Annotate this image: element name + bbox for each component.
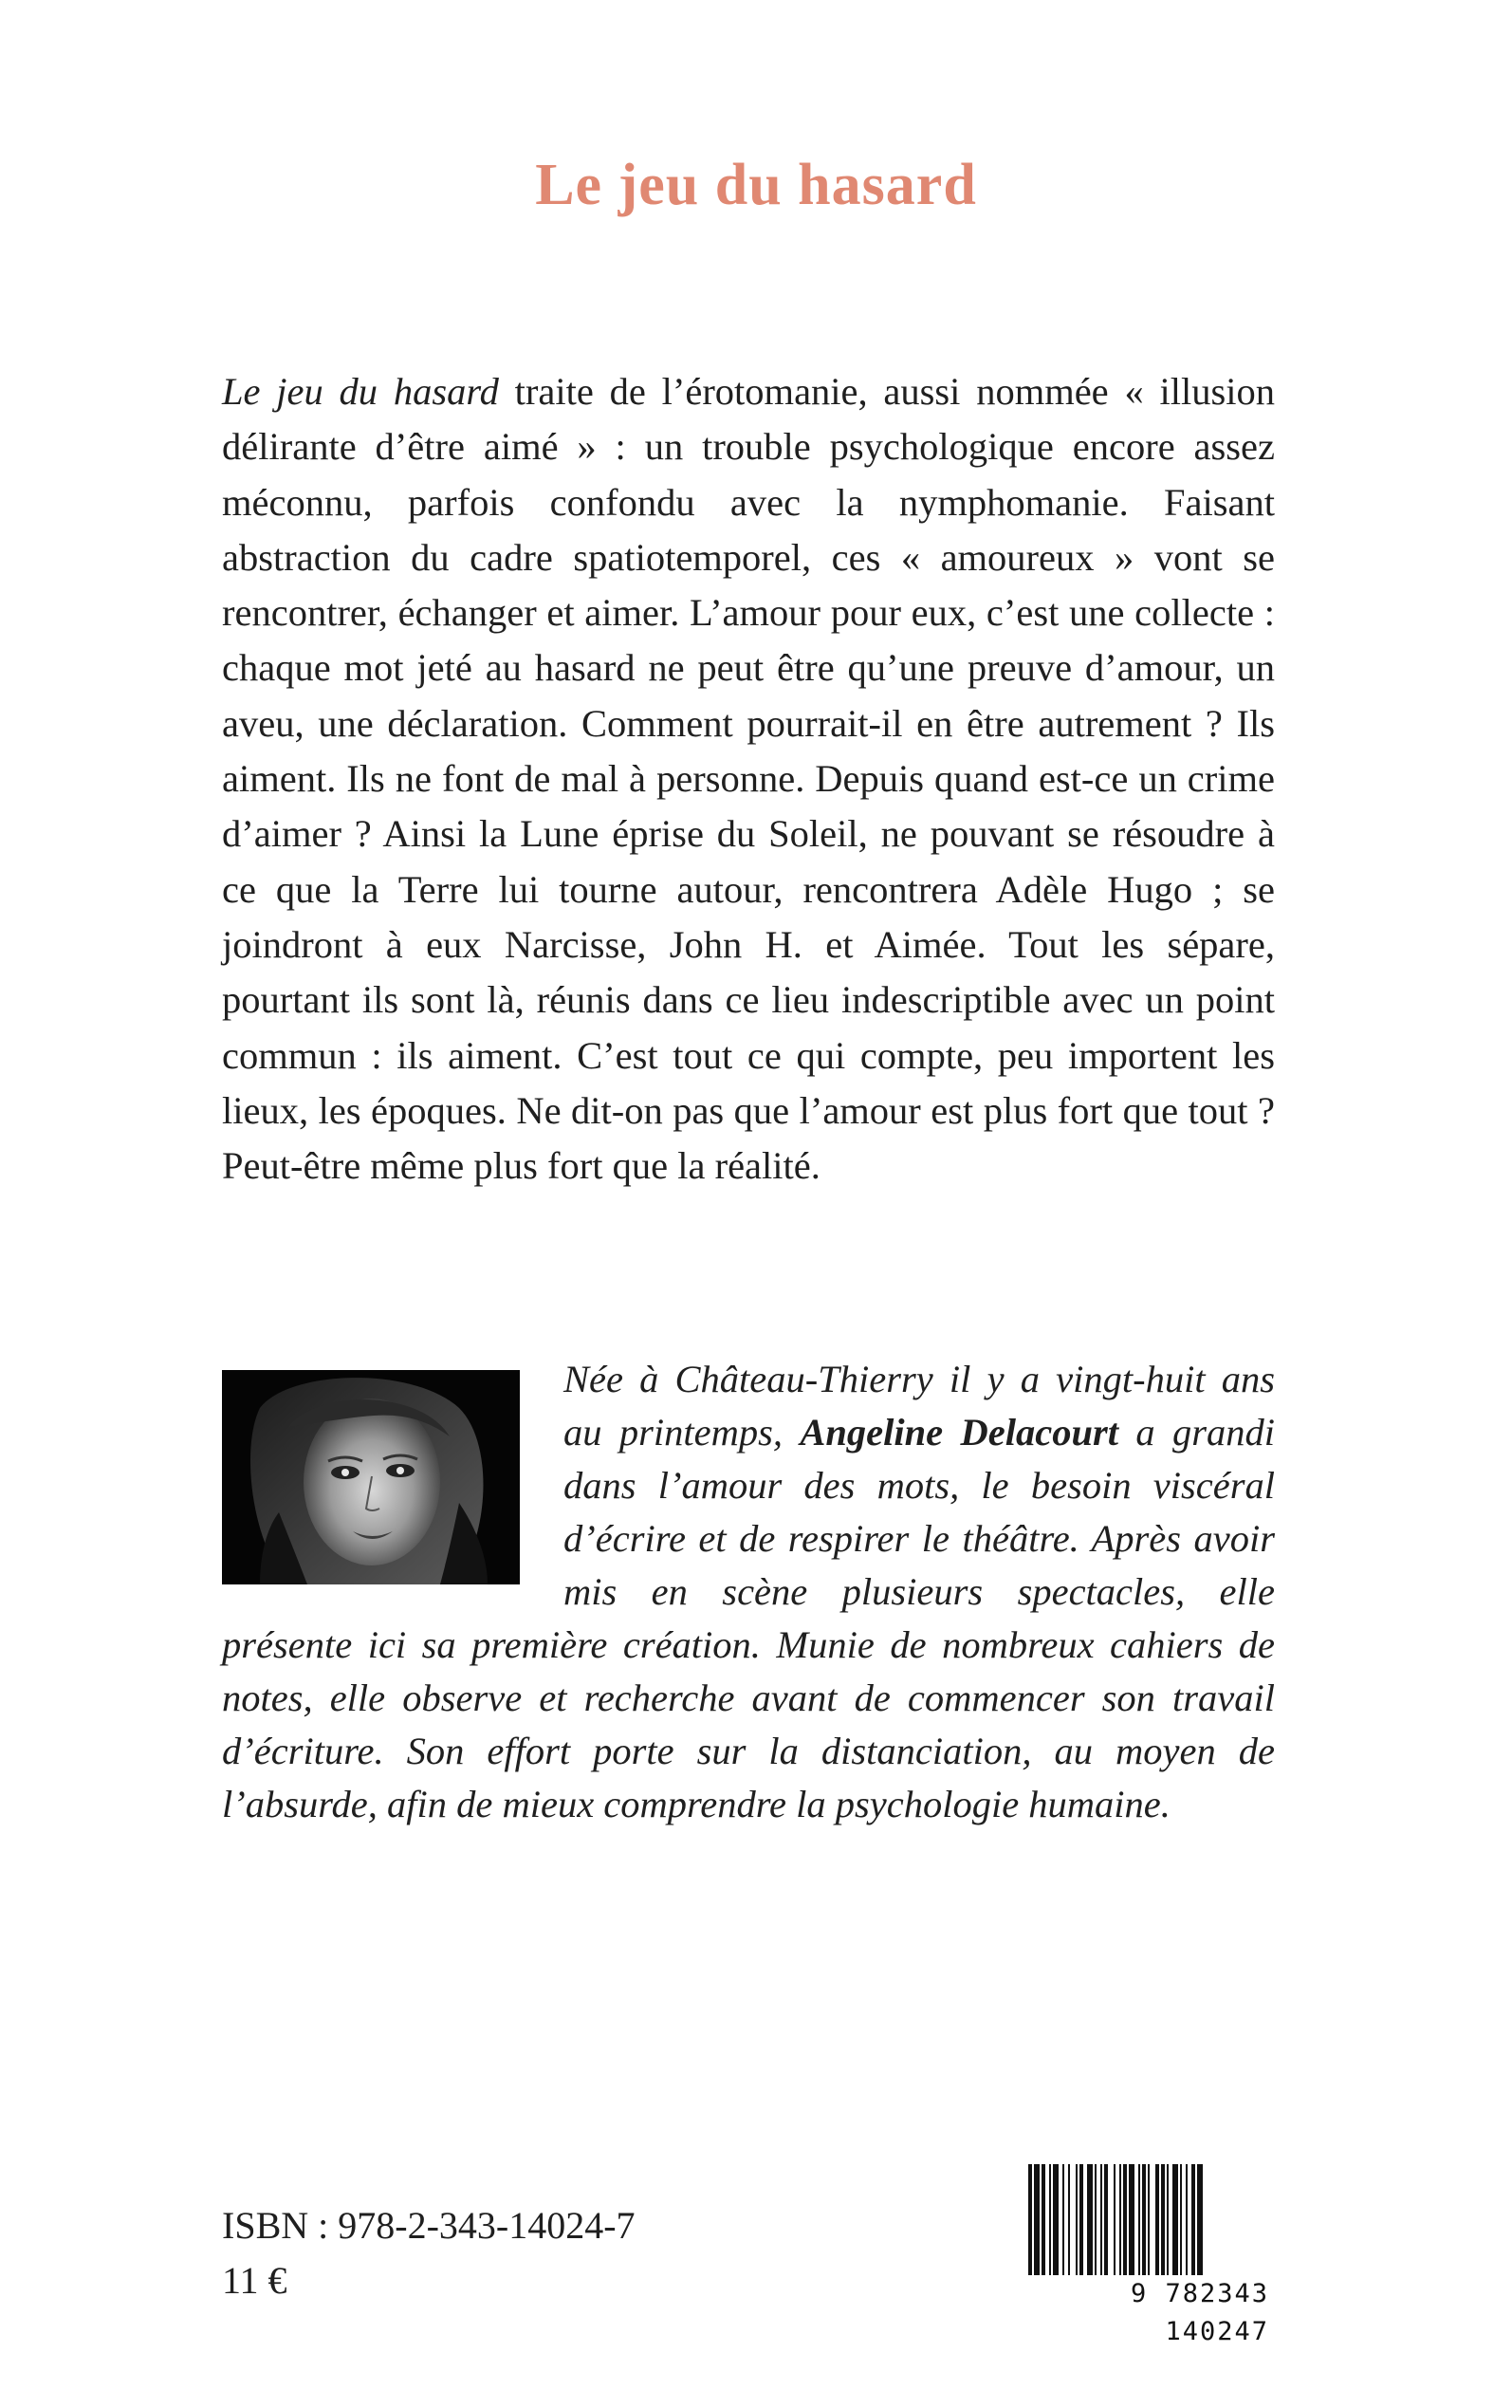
- barcode-bar: [1123, 2164, 1127, 2282]
- author-photo: [222, 1370, 520, 1584]
- synopsis-book-title: Le jeu du hasard: [222, 370, 499, 413]
- barcode-bar: [1191, 2164, 1195, 2282]
- barcode-bar: [1138, 2164, 1140, 2282]
- barcode-digits: 9 782343 140247: [1021, 2275, 1277, 2313]
- barcode-bar: [1172, 2164, 1178, 2282]
- book-title: Le jeu du hasard: [535, 153, 977, 217]
- barcode-bar: [1114, 2164, 1116, 2282]
- barcode-bar: [1087, 2164, 1093, 2282]
- author-bio: [222, 1353, 1275, 1831]
- synopsis-text: traite de l’érotomanie, aussi nommée « illusion délirante d’être aimé » : un trouble psychologique encore assez méconnu, parfois confondu avec la nymphomanie. Faisant abstraction du cadre spatiotemporel, ces « amoureux » vont se rencontrer, échanger et aimer. L’amour pour eux, c’est une collecte : chaque mot jeté au hasard ne peut être qu’une preuve d’amour, un aveu, une déclaration. Comment pourrait-il en être autrement ? Ils aiment. Ils ne font de mal à personne. Depuis quand est-ce un crime d’aimer ? Ainsi la Lune éprise du Soleil, ne pouvant se résoudre à ce que la Terre lui tourne autour, rencontrera Adèle Hugo ; se joindront à eux Narcisse, John H. et Aimée. Tout les sépare, pourtant ils sont là, réunis dans ce lieu indescriptible avec un point commun : ils aiment. C’est tout ce qui compte, peu importent les lieux, les époques. Ne dit-on pas que l’amour est plus fort que tout ? Peut-être même plus fort que la réalité.: [222, 370, 1275, 1188]
- barcode-bar: [1167, 2164, 1169, 2282]
- barcode-bar: [1161, 2164, 1165, 2282]
- barcode-bar: [1142, 2164, 1146, 2282]
- barcode-bar: [1155, 2164, 1159, 2282]
- barcode-bar: [1076, 2164, 1078, 2282]
- barcode-bar: [1148, 2164, 1150, 2282]
- barcode-bar: [1129, 2164, 1134, 2282]
- barcode-bar: [1186, 2164, 1188, 2282]
- barcode-bar: [1049, 2164, 1051, 2282]
- barcode-bar: [1095, 2164, 1097, 2282]
- price: 11 €: [222, 2259, 287, 2302]
- barcode-bar: [1079, 2164, 1083, 2282]
- barcode-bar: [1053, 2164, 1059, 2282]
- barcode-bar: [1042, 2164, 1045, 2282]
- barcode-bar: [1068, 2164, 1070, 2282]
- barcode-bar: [1104, 2164, 1108, 2282]
- barcode-bar: [1100, 2164, 1102, 2282]
- bio-text-before: Née à Château-Thierry il y a vingt-huit ans au printemps,: [563, 1358, 1275, 1454]
- barcode-bar: [1180, 2164, 1182, 2282]
- author-name: Angeline Delacourt: [800, 1411, 1119, 1454]
- bio-text-after: a grandi dans l’amour des mots, le besoin viscéral d’écrire et de respirer le théâtre. Après avoir mis en scène plusieurs spectacles, elle présente ici sa première création. Munie de nombreux cahiers de notes, elle observe et recherche avant de commencer son travail d’écriture. Son effort porte sur la distanciation, au moyen de l’absurde, afin de mieux comprendre la psychologie humaine.: [222, 1411, 1276, 1825]
- isbn: ISBN : 978-2-343-14024-7: [222, 2204, 636, 2247]
- synopsis-paragraph: [222, 364, 1275, 1194]
- barcode-bar: [1062, 2164, 1064, 2282]
